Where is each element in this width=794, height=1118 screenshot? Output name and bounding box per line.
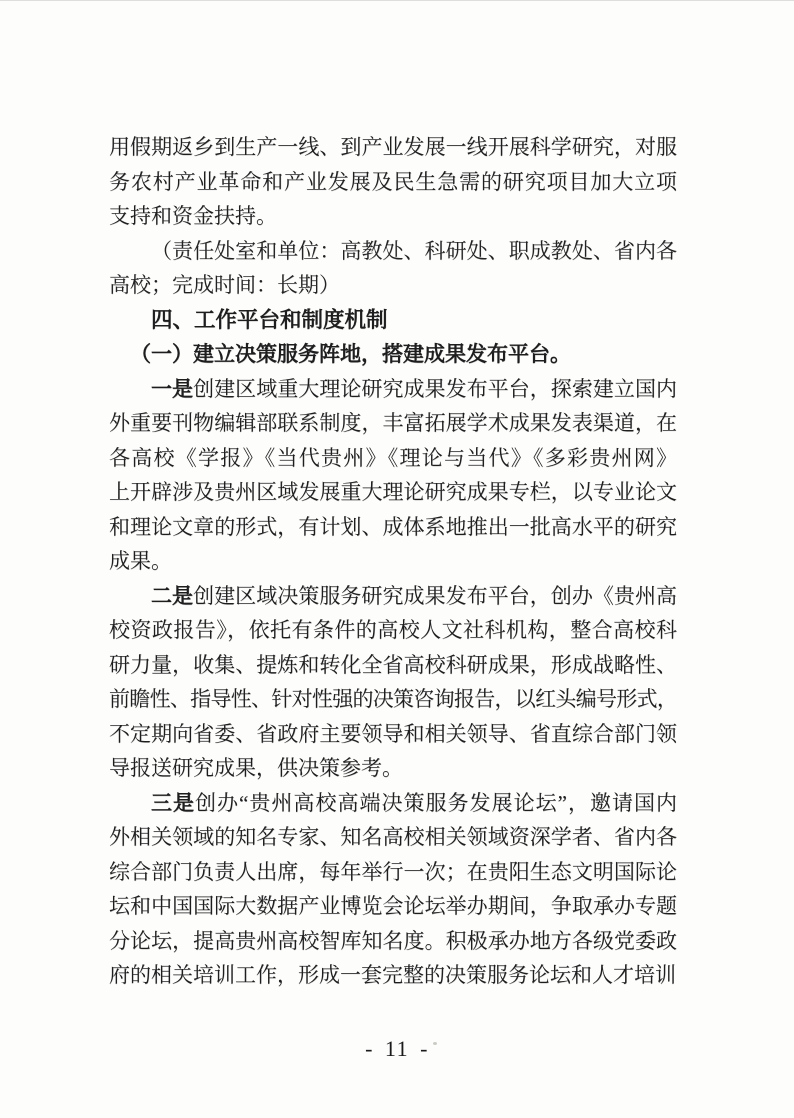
text-line: 分论坛，提高贵州高校智库知名度。积极承办地方各级党委政 — [109, 928, 677, 953]
text-line: 坛和中国国际大数据产业博览会论坛举办期间，争取承办专题 — [109, 894, 677, 918]
document-body — [109, 130, 677, 993]
text-line: 支持和资金扶持。 — [109, 204, 277, 228]
text-line: 三是创办“贵州高校高端决策服务发展论坛”，邀请国内 — [151, 790, 678, 815]
text-line: 成果。 — [109, 549, 172, 573]
text-line: （一）建立决策服务阵地，搭建成果发布平台。 — [130, 342, 571, 366]
paragraph-lead: 三是 — [151, 790, 196, 815]
text-line: 二是创建区域决策服务研究成果发布平台，创办《贵州高 — [151, 583, 678, 608]
page-number: - 11 - — [365, 1036, 429, 1061]
text-line: 用假期返乡到生产一线、到产业发展一线开展科学研究，对服 — [109, 135, 677, 159]
text-line: 校资政报告》，依托有条件的高校人文社科机构，整合高校科 — [109, 618, 677, 642]
paragraph-lead: 二是 — [151, 583, 194, 608]
text-line: 外重要刊物编辑部联系制度，丰富拓展学术成果发表渠道，在 — [109, 411, 677, 435]
text-line: 府的相关培训工作，形成一套完整的决策服务论坛和人才培训 — [109, 963, 676, 987]
scan-artifact-speck — [433, 1042, 437, 1045]
paragraph-body — [109, 130, 677, 234]
text-line: 高校；完成时间：长期） — [109, 273, 340, 297]
text-line: 各高校《学报》《当代贵州》《理论与当代》《多彩贵州网》 — [109, 445, 677, 470]
text-line: （责任处室和单位：高教处、科研处、职成教处、省内各 — [151, 238, 677, 263]
text-line: 外相关领域的知名专家、知名高校相关领域资深学者、省内各 — [109, 825, 677, 849]
paragraph-heading — [109, 303, 677, 338]
text-line: 和理论文章的形式，有计划、成体系地推出一批高水平的研究 — [109, 514, 677, 539]
text-line: 不定期向省委、省政府主要领导和相关领导、省直综合部门领 — [109, 721, 677, 746]
paragraph-note — [109, 234, 677, 303]
text-line: 一是创建区域重大理论研究成果发布平台，探索建立国内 — [151, 376, 678, 401]
paragraph-body — [109, 579, 677, 786]
paragraph-body — [109, 786, 677, 993]
text-line: 上开辟涉及贵州区域发展重大理论研究成果专栏，以专业论文 — [109, 480, 677, 504]
text-line: 四、工作平台和制度机制 — [151, 307, 388, 332]
text-line: 前瞻性、指导性、针对性强的决策咨询报告，以红头编号形式， — [109, 687, 678, 711]
scan-artifact-top — [0, 0, 794, 1]
text-line: 研力量，收集、提炼和转化全省高校科研成果，形成战略性、 — [109, 652, 677, 677]
paragraph-body — [109, 372, 677, 579]
paragraph-subheading — [109, 337, 677, 372]
text-line: 务农村产业革命和产业发展及民生急需的研究项目加大立项 — [109, 169, 677, 194]
paragraph-lead: 一是 — [151, 376, 194, 401]
text-line: 导报送研究成果，供决策参考。 — [109, 756, 403, 780]
text-line: 综合部门负责人出席，每年举行一次；在贵阳生态文明国际论 — [109, 859, 677, 884]
